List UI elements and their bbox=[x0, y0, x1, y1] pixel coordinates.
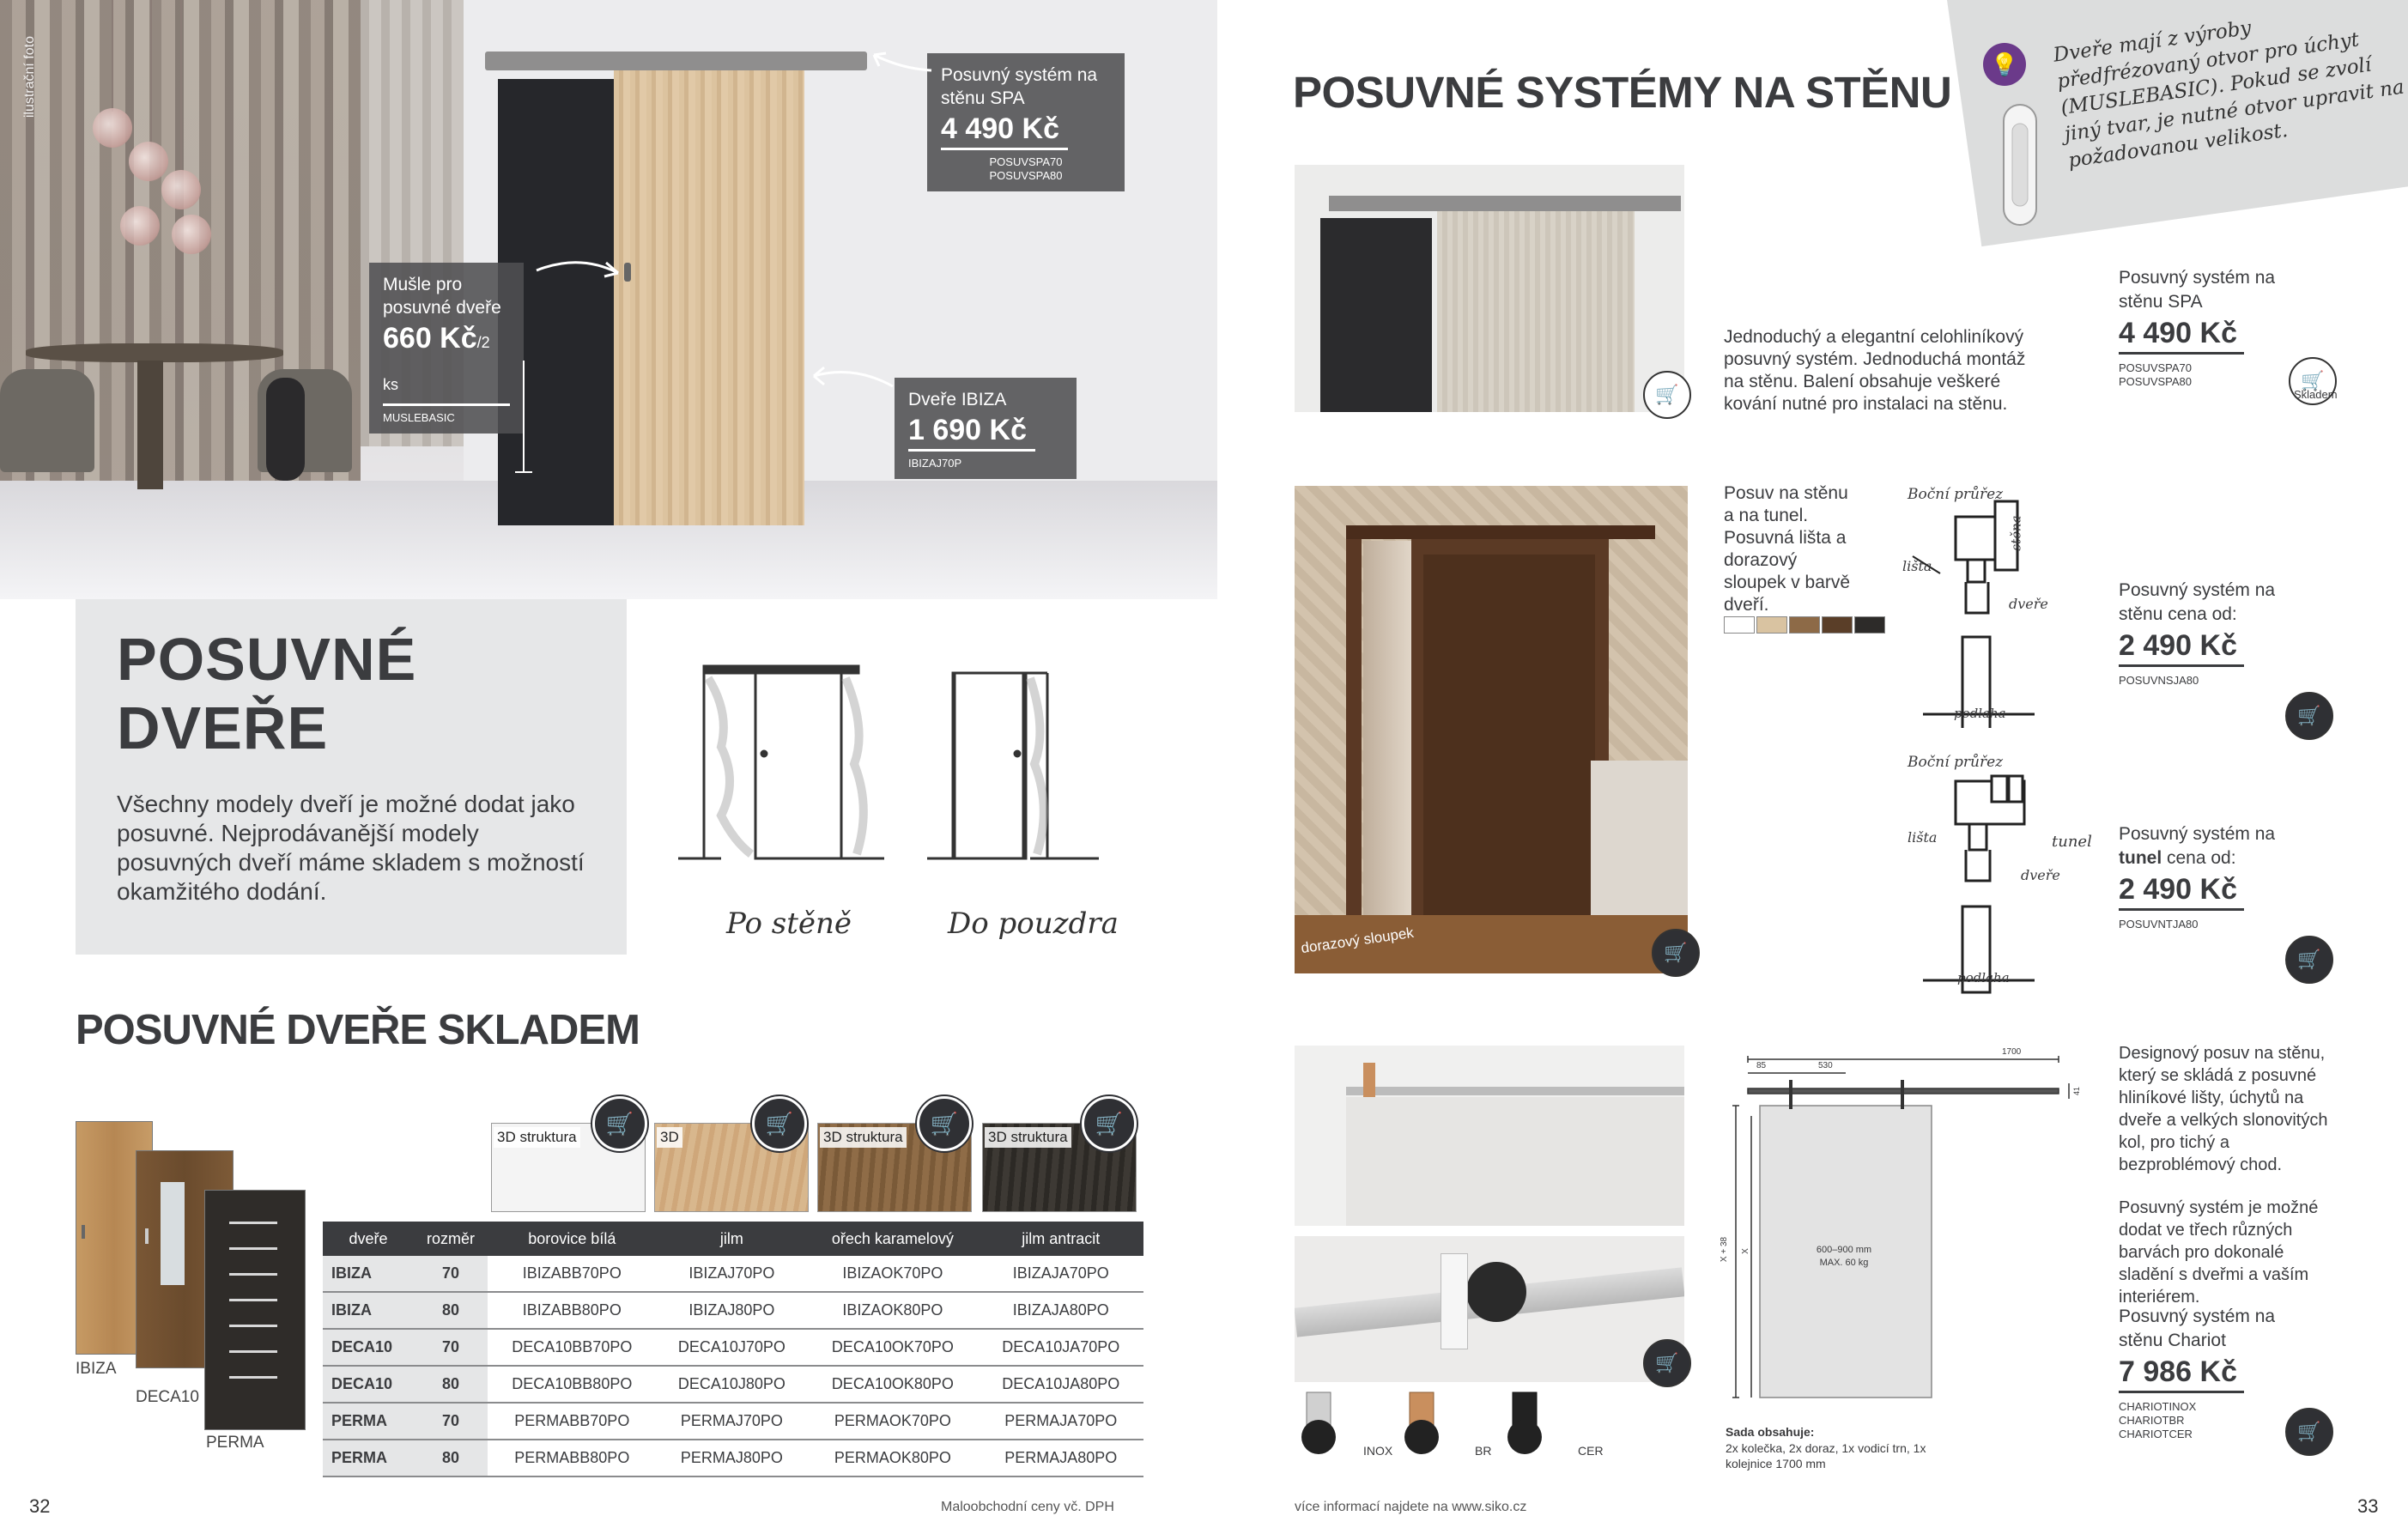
set-contents: 2x kolečka, 2x doraz, 1x vodicí trn, 1x kolejnice 1700 mm bbox=[1726, 1441, 1926, 1470]
table-row bbox=[323, 1440, 1143, 1476]
table-cell: PERMAOK70PO bbox=[807, 1403, 978, 1440]
table-cell: IBIZABB70PO bbox=[488, 1256, 657, 1292]
variant-label-inox: INOX bbox=[1363, 1444, 1393, 1458]
table-header: dveře bbox=[323, 1222, 414, 1256]
musle-price-tag: Mušle pro posuvné dveře 660 Kč/2 ks MUSLEBASIC bbox=[369, 263, 524, 434]
table-cell: PERMAOK80PO bbox=[807, 1440, 978, 1476]
stock-label: Skladem bbox=[2294, 388, 2338, 401]
cross-section-label: Boční průřez bbox=[1908, 486, 2004, 503]
table-cell: PERMAJA70PO bbox=[979, 1403, 1143, 1440]
table-cell: DECA10 bbox=[323, 1329, 414, 1366]
intro-description: Všechny modely dveří je možné dodat jako posuvné. Nejprodávanější modely posuvných dveří máme skladem s možností okamžitého dodání. bbox=[117, 791, 585, 905]
stock-cart-icon: 🛒 bbox=[1643, 1339, 1691, 1387]
table-cell: PERMA bbox=[323, 1403, 414, 1440]
table-cell: 80 bbox=[414, 1366, 488, 1403]
page-number-left: 32 bbox=[29, 1495, 51, 1517]
cross-section-label: Boční průřez bbox=[1908, 754, 2004, 771]
tunnel-price-block: Posuvný systém na tunel cena od: 2 490 Kč POSUVNTJA80 bbox=[2119, 824, 2276, 931]
chariot-technical-drawing bbox=[1717, 1046, 2095, 1415]
spa-photo bbox=[1295, 165, 1684, 412]
table-cell: IBIZA bbox=[323, 1256, 414, 1292]
stock-cart-icon: 🛒 bbox=[592, 1096, 647, 1151]
door-size-text: 600–900 mm bbox=[1816, 1245, 1872, 1255]
note-text: Dveře mají z výroby předfrézovaný otvor pro úchyt (MUSLEBASIC). Pokud se zvolí jiný tvar, je nutné otvor upravit na požadovanou velikost. bbox=[2052, 16, 2406, 173]
table-cell: DECA10JA80PO bbox=[979, 1366, 1143, 1403]
pointer-line bbox=[498, 361, 549, 481]
stock-cart-icon: 🛒 bbox=[2285, 692, 2333, 740]
stock-cart-icon: 🛒 bbox=[1082, 1096, 1137, 1151]
lightbulb-icon: 💡 bbox=[1983, 43, 2026, 86]
chariot-price-block: Posuvný systém na stěnu Chariot 7 986 Kč CHARIOTINOX CHARIOTBR CHARIOTCER bbox=[2119, 1307, 2276, 1440]
swatch-orech-karamelovy: 3D struktura bbox=[817, 1123, 972, 1212]
finish-swatch bbox=[1756, 616, 1787, 634]
diagram-label: dveře bbox=[2021, 867, 2060, 883]
sliding-door-diagrams bbox=[670, 661, 1116, 867]
table-cell: PERMABB80PO bbox=[488, 1440, 657, 1476]
table-cell: 70 bbox=[414, 1403, 488, 1440]
diagram-label: stěna bbox=[2008, 515, 2024, 551]
table-cell: IBIZAJ70PO bbox=[657, 1256, 808, 1292]
finish-swatch bbox=[1724, 616, 1755, 634]
table-row bbox=[323, 1292, 1143, 1329]
diagram-caption-wall: Po stěně bbox=[726, 906, 852, 941]
max-load-text: MAX. 60 kg bbox=[1819, 1258, 1869, 1268]
spa-description: Jednoduchý a elegantní celohliníkový posuvný systém. Jednoduchá montáž na stěnu. Balení obsahuje veškeré kování nutné pro instalaci na stěnu. bbox=[1724, 327, 2026, 414]
tunnel-description: Posuv na stěnu a na tunel. Posuvná lišta a dorazový sloupek v barvě dveří. bbox=[1724, 483, 1851, 615]
photo-label: dorazový sloupek bbox=[1300, 924, 1415, 957]
stock-cart-icon: 🛒 bbox=[2285, 1408, 2333, 1456]
table-cell: IBIZAJA80PO bbox=[979, 1292, 1143, 1329]
diagram-caption-pocket: Do pouzdra bbox=[948, 906, 1119, 941]
door-image-perma bbox=[204, 1190, 306, 1430]
table-row bbox=[323, 1329, 1143, 1366]
table-cell: IBIZAOK70PO bbox=[807, 1256, 978, 1292]
dimension-text: 41 bbox=[2072, 1086, 2082, 1096]
table-row bbox=[323, 1403, 1143, 1440]
diagram-label: dveře bbox=[2009, 596, 2048, 612]
stock-cart-icon: 🛒 bbox=[2289, 357, 2337, 405]
diagram-label: podlaha bbox=[1957, 970, 2010, 985]
dimension-text: 85 bbox=[1756, 1061, 1767, 1070]
diagram-label: tunel bbox=[2052, 833, 2092, 851]
table-cell: PERMAJ70PO bbox=[657, 1403, 808, 1440]
page-number-right: 33 bbox=[2357, 1495, 2379, 1517]
arrow-icon bbox=[807, 361, 901, 403]
table-row bbox=[323, 1256, 1143, 1292]
table-cell: DECA10OK70PO bbox=[807, 1329, 978, 1366]
table-cell: DECA10J70PO bbox=[657, 1329, 808, 1366]
swatch-borovice-bila: 3D struktura bbox=[491, 1123, 646, 1212]
dimension-text: X bbox=[1740, 1248, 1750, 1254]
table-header: jilm antracit bbox=[979, 1222, 1143, 1256]
dimension-text: 1700 bbox=[2002, 1047, 2022, 1057]
spa-price-tag: Posuvný systém na stěnu SPA 4 490 Kč POSUVSPA70 POSUVSPA80 bbox=[927, 53, 1125, 191]
finish-swatch bbox=[1789, 616, 1820, 634]
stock-cart-icon: 🛒 bbox=[752, 1096, 807, 1151]
diagram-label: podlaha bbox=[1954, 706, 2006, 721]
table-header: rozměr bbox=[414, 1222, 488, 1256]
dimension-text: X + 38 bbox=[1720, 1236, 1730, 1263]
table-cell: DECA10JA70PO bbox=[979, 1329, 1143, 1366]
table-cell: IBIZAJ80PO bbox=[657, 1292, 808, 1329]
section-title: POSUVNÉ DVEŘE SKLADEM bbox=[76, 1007, 640, 1053]
chariot-description: Designový posuv na stěnu, který se skládá z posuvné hliníkové lišty, úchytů na dveře a velkých slonovitých kol, pro tichý a bezproblémový chod. bbox=[2119, 1044, 2328, 1174]
spa-price-block: Posuvný systém na stěnu SPA 4 490 Kč POSUVSPA70 POSUVSPA80 bbox=[2119, 268, 2276, 388]
chariot-photo-1 bbox=[1295, 1046, 1684, 1226]
table-cell: DECA10 bbox=[323, 1366, 414, 1403]
set-title: Sada obsahuje: bbox=[1726, 1425, 1815, 1439]
illustration-label: ilustrační foto bbox=[22, 36, 37, 118]
table-header: borovice bílá bbox=[488, 1222, 657, 1256]
table-cell: DECA10BB80PO bbox=[488, 1366, 657, 1403]
chariot-photo-2 bbox=[1295, 1236, 1684, 1382]
table-cell: 80 bbox=[414, 1440, 488, 1476]
table-cell: IBIZA bbox=[323, 1292, 414, 1329]
dimension-text: 530 bbox=[1818, 1061, 1833, 1070]
table-cell: PERMA bbox=[323, 1440, 414, 1476]
stock-cart-icon: 🛒 bbox=[1643, 371, 1691, 419]
table-cell: DECA10J80PO bbox=[657, 1366, 808, 1403]
footer-prices: Maloobchodní ceny vč. DPH bbox=[941, 1500, 1114, 1514]
table-cell: IBIZAOK80PO bbox=[807, 1292, 978, 1329]
door-handle-icon bbox=[2000, 101, 2041, 230]
page-title: POSUVNÉ DVEŘE bbox=[117, 626, 417, 761]
stock-table bbox=[323, 1222, 1143, 1477]
arrow-icon bbox=[532, 249, 627, 292]
table-cell: PERMAJA80PO bbox=[979, 1440, 1143, 1476]
table-cell: 80 bbox=[414, 1292, 488, 1329]
right-page-title: POSUVNÉ SYSTÉMY NA STĚNU bbox=[1293, 68, 1952, 117]
table-cell: 70 bbox=[414, 1329, 488, 1366]
variant-label-cer: CER bbox=[1578, 1444, 1604, 1458]
table-header: jilm bbox=[657, 1222, 808, 1256]
table-cell: DECA10OK80PO bbox=[807, 1366, 978, 1403]
table-cell: IBIZABB80PO bbox=[488, 1292, 657, 1329]
stock-cart-icon: 🛒 bbox=[1652, 929, 1700, 977]
table-cell: 70 bbox=[414, 1256, 488, 1292]
table-cell: DECA10BB70PO bbox=[488, 1329, 657, 1366]
chariot-description-2: Posuvný systém je možné dodat ve třech různých barvách pro dokonalé sladění s dveřmi a vaším interiérem. bbox=[2119, 1198, 2319, 1307]
diagram-label: lišta bbox=[1908, 829, 1938, 846]
table-row bbox=[323, 1366, 1143, 1403]
wall-price-block: Posuvný systém na stěnu cena od: 2 490 Kč POSUVNSJA80 bbox=[2119, 580, 2276, 687]
door-label-deca10: DECA10 bbox=[136, 1388, 199, 1406]
footer-website: více informací najdete na www.siko.cz bbox=[1295, 1500, 1527, 1514]
variant-label-br: BR bbox=[1475, 1444, 1492, 1458]
stock-cart-icon: 🛒 bbox=[2285, 936, 2333, 984]
door-label-perma: PERMA bbox=[206, 1434, 264, 1452]
finish-swatch bbox=[1822, 616, 1853, 634]
swatch-jilm-antracit: 3D struktura bbox=[982, 1123, 1137, 1212]
diagram-label: lišta bbox=[1902, 558, 1932, 574]
arrow-icon bbox=[867, 45, 936, 79]
table-header-row bbox=[323, 1222, 1143, 1256]
door-label-ibiza: IBIZA bbox=[76, 1360, 117, 1378]
table-cell: PERMAJ80PO bbox=[657, 1440, 808, 1476]
table-cell: IBIZAJA70PO bbox=[979, 1256, 1143, 1292]
table-cell: PERMABB70PO bbox=[488, 1403, 657, 1440]
ibiza-price-tag: Dveře IBIZA 1 690 Kč IBIZAJ70P bbox=[895, 378, 1077, 479]
finish-swatch bbox=[1854, 616, 1885, 634]
swatch-jilm: 3D bbox=[654, 1123, 809, 1212]
table-header: ořech karamelový bbox=[807, 1222, 978, 1256]
tunnel-photo bbox=[1295, 486, 1688, 973]
stock-cart-icon: 🛒 bbox=[917, 1096, 972, 1151]
